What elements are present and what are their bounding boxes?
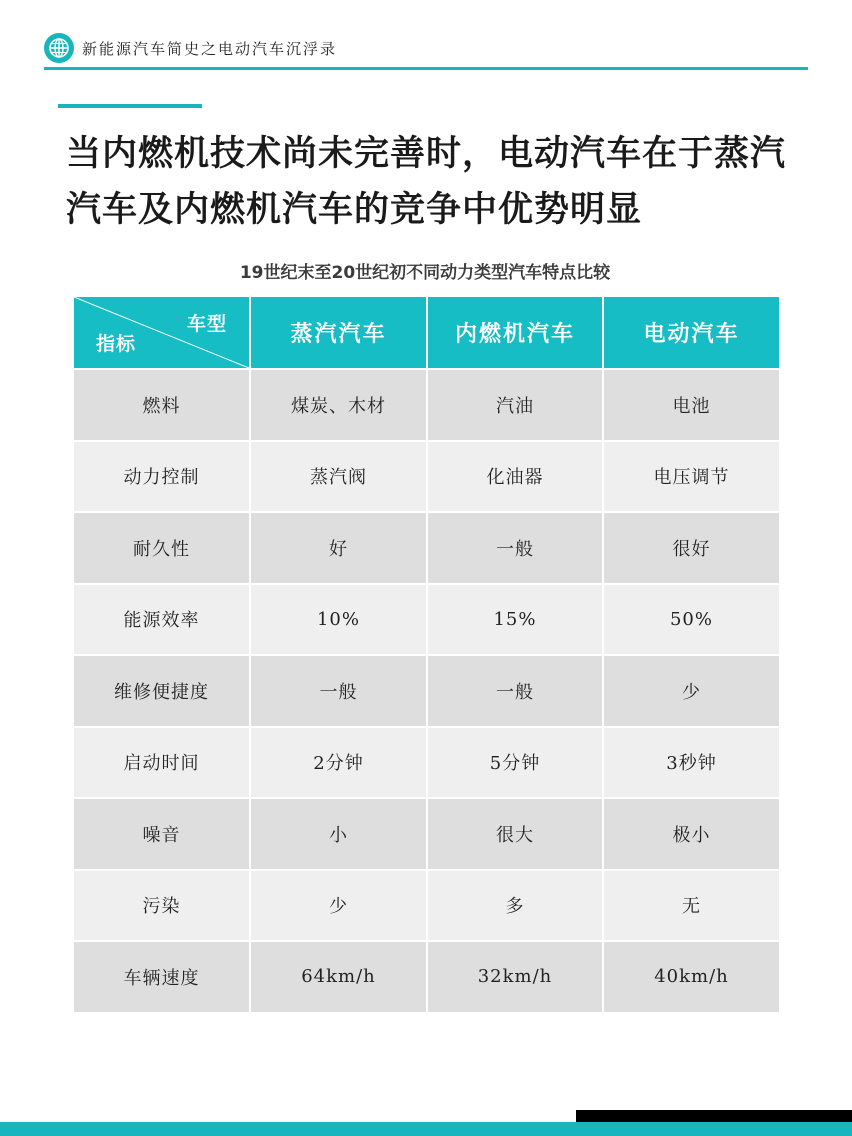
table-cell: 小 — [250, 798, 427, 870]
table-cell: 汽油 — [427, 369, 603, 441]
table-cell: 多 — [427, 870, 603, 942]
table-caption: 19世纪末至20世纪初不同动力类型汽车特点比较 — [239, 263, 611, 283]
table-header-row — [73, 296, 780, 369]
row-label: 车辆速度 — [73, 941, 250, 1013]
table-cell: 好 — [250, 512, 427, 584]
table-cell: 一般 — [250, 655, 427, 727]
table-row — [73, 369, 780, 441]
header-title: 新能源汽车简史之电动汽车沉浮录 — [82, 39, 338, 58]
table-row — [73, 870, 780, 942]
table-row — [73, 584, 780, 656]
table-cell: 64km/h — [250, 941, 427, 1013]
table-cell: 少 — [250, 870, 427, 942]
row-label: 燃料 — [73, 369, 250, 441]
globe-icon — [44, 33, 74, 63]
table-cell: 10% — [250, 584, 427, 656]
page-title: 当内燃机技术尚未完善时，电动汽车在于蒸汽汽车及内燃机汽车的竞争中优势明显 — [66, 134, 787, 230]
corner-label-vehicle-type: 车型 — [186, 313, 227, 335]
column-header-ice: 内燃机汽车 — [427, 296, 603, 369]
table-cell: 无 — [603, 870, 780, 942]
row-label: 噪音 — [73, 798, 250, 870]
table-row — [73, 941, 780, 1013]
row-label: 维修便捷度 — [73, 655, 250, 727]
row-label: 启动时间 — [73, 727, 250, 799]
table-cell: 蒸汽阀 — [250, 441, 427, 513]
corner-label-indicator: 指标 — [96, 333, 137, 355]
table-cell: 电压调节 — [603, 441, 780, 513]
table-cell: 很大 — [427, 798, 603, 870]
corner-header-cell — [73, 296, 250, 369]
table-cell: 3秒钟 — [603, 727, 780, 799]
column-header-electric: 电动汽车 — [603, 296, 780, 369]
page-header — [44, 30, 808, 66]
table-cell: 一般 — [427, 655, 603, 727]
table-cell: 50% — [603, 584, 780, 656]
table-cell: 2分钟 — [250, 727, 427, 799]
header-divider — [44, 67, 808, 70]
row-label: 污染 — [73, 870, 250, 942]
row-label: 动力控制 — [73, 441, 250, 513]
table-cell: 很好 — [603, 512, 780, 584]
table-row — [73, 798, 780, 870]
row-label: 能源效率 — [73, 584, 250, 656]
title-accent-bar — [58, 104, 202, 108]
table-cell: 少 — [603, 655, 780, 727]
table-row — [73, 727, 780, 799]
table-cell: 极小 — [603, 798, 780, 870]
table-cell: 化油器 — [427, 441, 603, 513]
table-cell: 32km/h — [427, 941, 603, 1013]
table-cell: 5分钟 — [427, 727, 603, 799]
table-row — [73, 441, 780, 513]
table-cell: 电池 — [603, 369, 780, 441]
row-label: 耐久性 — [73, 512, 250, 584]
table-cell: 15% — [427, 584, 603, 656]
comparison-table — [72, 295, 781, 1014]
table-row — [73, 512, 780, 584]
table-cell: 40km/h — [603, 941, 780, 1013]
table-cell: 一般 — [427, 512, 603, 584]
table-cell: 煤炭、木材 — [250, 369, 427, 441]
table-row — [73, 655, 780, 727]
footer-teal-bar — [0, 1122, 852, 1136]
footer-black-bar — [576, 1110, 852, 1122]
column-header-steam: 蒸汽汽车 — [250, 296, 427, 369]
